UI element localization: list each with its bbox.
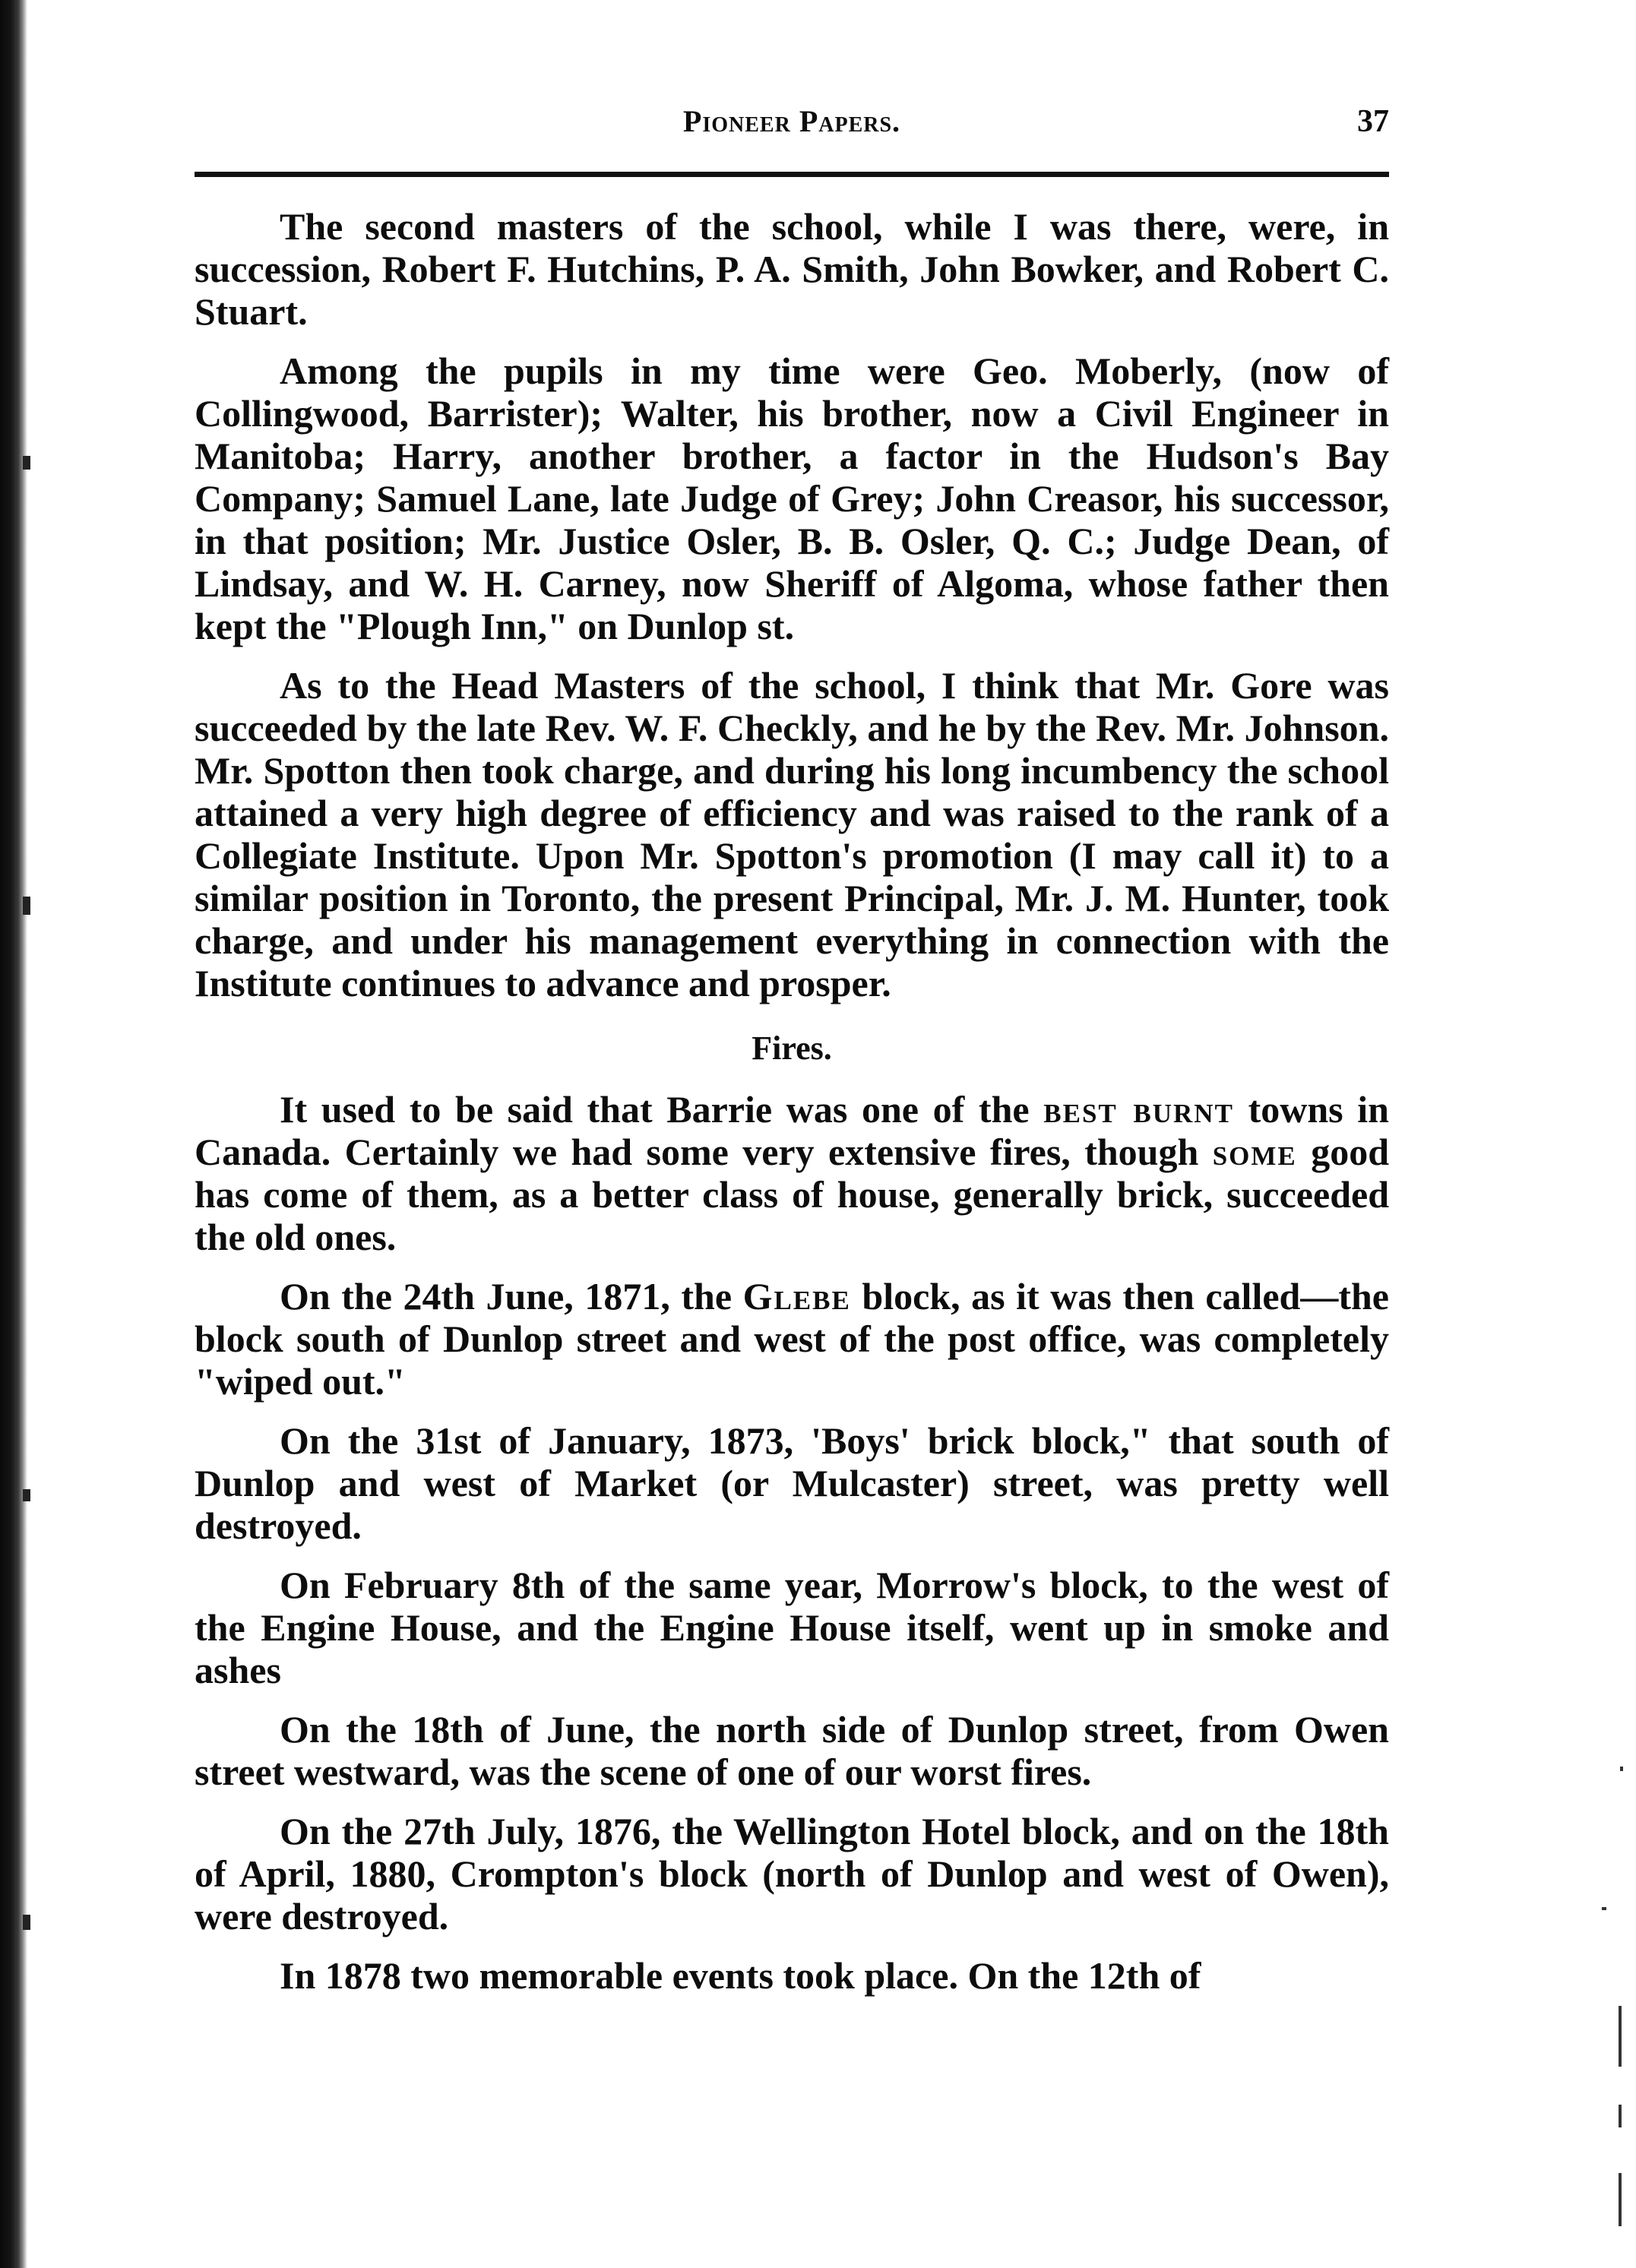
text-run: good has come of them, as a better class of house, generally brick, succeeded the old ones. xyxy=(195,1131,1389,1258)
text-run: On the 24th June, 1871, the xyxy=(280,1275,743,1317)
paragraph-1878-events: In 1878 two memorable events took place. On the 12th of xyxy=(280,1954,1201,1997)
page-header xyxy=(195,103,1389,149)
paragraph-boys-block: On the 31st of January, 1873, 'Boys' brick block," that south of Dunlop and west of Market (or Mulcaster) street, was pretty well destroyed. xyxy=(195,1419,1389,1547)
edge-mark xyxy=(1619,2006,1622,2067)
paragraph-head-masters: As to the Head Masters of the school, I think that Mr. Gore was succeeded by the late Rev. W. F. Checkly, and he by the Rev. Mr. Johnson. Mr. Spotton then took charge, and during his long incumbency the school attained a very high degree of efficiency and was raised to the rank of a Collegiate Institute. Upon Mr. Spotton's promotion (I may call it) to a similar position in Toronto, the present Principal, Mr. J. M. Hunter, took charge, and under his management everything in connection with the Institute continues to advance and prosper. xyxy=(195,664,1389,1004)
text-run: towns in Canada. Certainly we had some very extensive fires, though xyxy=(195,1088,1389,1173)
small-caps-text: best burnt xyxy=(1043,1088,1234,1131)
edge-mark xyxy=(1620,1767,1623,1771)
binding-notch xyxy=(23,1915,30,1930)
running-title: Pioneer Papers. xyxy=(682,104,901,138)
page-number: 37 xyxy=(1357,104,1389,139)
binding-notch xyxy=(23,897,30,915)
section-heading-fires: Fires. xyxy=(752,1030,832,1067)
paragraph-morrows-block: On February 8th of the same year, Morrow's block, to the west of the Engine House, and the Engine House itself, went up in smoke and ashes xyxy=(195,1564,1389,1691)
paragraph-second-masters: The second masters of the school, while I was there, were, in succession, Robert F. Hutchins, P. A. Smith, John Bowker, and Robert C. Stuart. xyxy=(195,205,1389,333)
small-caps-text: some xyxy=(1212,1131,1297,1173)
text-run: block, as it was then called—the block south of Dunlop street and west of the post office, was completely "wiped out." xyxy=(195,1275,1389,1403)
edge-mark xyxy=(1619,2173,1622,2226)
text-run: It used to be said that Barrie was one of the xyxy=(280,1088,1044,1131)
paragraph-pupils: Among the pupils in my time were Geo. Moberly, (now of Collingwood, Barrister); Walter, his brother, now a Civil Engineer in Manitoba; Harry, another brother, a factor in the Hudson's Bay Company; Samuel Lane, late Judge of Grey; John Creasor, his successor, in that position; Mr. Justice Osler, B. B. Osler, Q. C.; Judge Dean, of Lindsay, and W. H. Carney, now Sheriff of Algoma, whose father then kept the "Plough Inn," on Dunlop st. xyxy=(195,350,1389,647)
binding-notch xyxy=(23,1489,30,1501)
paragraph-wellington-hotel: On the 27th July, 1876, the Wellington Hotel block, and on the 18th of April, 1880, Crompton's block (north of Dunlop and west of Owen), were destroyed. xyxy=(195,1810,1389,1937)
binding-notch xyxy=(23,456,30,470)
text-column xyxy=(195,205,1389,2013)
paragraph-dunlop-north: On the 18th of June, the north side of Dunlop street, from Owen street westward, was the scene of one of our worst fires. xyxy=(195,1708,1389,1793)
small-caps-text: Glebe xyxy=(742,1275,851,1317)
edge-mark xyxy=(1619,2105,1622,2127)
paragraph-best-burnt xyxy=(195,1088,1389,1258)
paragraph-glebe-block xyxy=(195,1275,1389,1403)
edge-mark xyxy=(1602,1907,1606,1910)
header-rule xyxy=(195,172,1389,177)
